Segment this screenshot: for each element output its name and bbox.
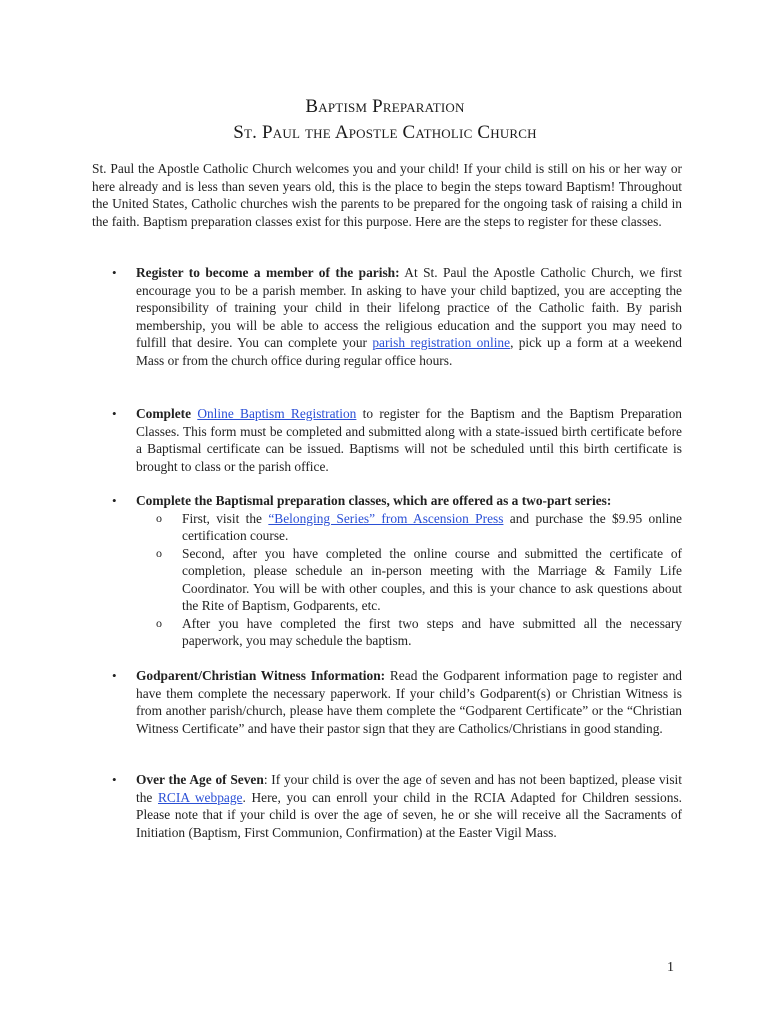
church-name: St. Paul the Apostle Catholic Church [233,122,537,143]
bullet-icon: • [112,493,117,508]
list-item-text [136,667,682,737]
bullet-icon: • [112,406,117,421]
sub-list [136,510,682,650]
sub-bullet-icon: o [156,615,162,630]
list-item-body: Read the Godparent information page to register and have them complete the necessary paperwork. If your child’s Godparent(s) or Christian Witness is from another parish/church, please have them complete the “Godparent Certificate” or the “Christian Witness Certificate” and have their pastor sign that they are Catholics/Christians in good standing. [136,668,682,736]
online-baptism-registration-link[interactable]: Online Baptism Registration [197,406,357,421]
sub-bullet-icon: o [156,510,162,525]
list-item-body: , pick up a form at a weekend Mass or from the church office during regular office hours. [136,335,682,368]
list-item [92,492,682,650]
intro-paragraph: St. Paul the Apostle Catholic Church welcomes you and your child! If your child is still on his or her way or here already and is less than seven years old, this is the place to begin the steps toward Baptism! Throughout the United States, Catholic churches wish the parents to be prepared for the ongoing task of raising a child in the faith. Baptism preparation classes exist for this purpose. Here are the steps to register for these classes. [92,161,682,229]
list-item-text [136,264,682,369]
list-item-text [136,492,682,510]
list-item [92,771,682,841]
rcia-webpage-link[interactable]: RCIA webpage [158,789,243,805]
list-item [92,264,682,369]
list-item-body: At St. Paul the Apostle Catholic Church, we first encourage you to be a parish member. In asking to have your child baptized, you are accepting the responsibility of training your child in their lifelong practice of the Catholic faith. By parish membership, you will be able to access the religious education and the support you may need to fulfill that desire. You can complete your [136,265,683,350]
list-item-lead: Over the Age of Seven [136,772,264,787]
list-item-text [136,771,682,841]
bullet-icon: • [112,265,117,280]
list-item-body: : If your child is over the age of seven and has not been baptized, please visit the [136,772,682,805]
sub-item-body: First, visit the [182,510,269,526]
list-item-lead: Register to become a member of the parish: [136,265,400,280]
page-title: Baptism Preparation [305,96,465,117]
sub-bullet-icon: o [156,545,162,560]
list-item [92,667,682,737]
list-item [92,405,682,475]
list-item-lead: Complete [136,406,192,421]
parish-registration-link[interactable]: parish registration online [372,335,511,350]
bullet-icon: • [112,772,117,787]
list-item-lead: Godparent/Christian Witness Information: [136,668,386,683]
title-block [0,94,770,146]
sub-list-item [136,510,682,545]
belonging-series-link[interactable]: “Belonging Series” from Ascension Press [268,510,504,526]
sub-item-body: and purchase the $9.95 online certification course. [182,510,682,543]
list-item-lead: Complete the Baptismal preparation classes, which are offered as a two-part series: [136,493,612,508]
bullet-icon: • [112,668,117,683]
list-item-body: to register for the Baptism and the Baptism Preparation Classes. This form must be completed and submitted along with a state-issued birth certificate before a Baptismal certificate can be issued. Baptisms will not be scheduled until this birth certificate is brought to class or the parish office. [136,406,682,474]
sub-list-item [136,545,682,615]
sub-item-body: After you have completed the first two steps and have submitted all the necessary paperwork, you may schedule the baptism. [182,615,682,648]
list-item-body: . Here, you can enroll your child in the RCIA Adapted for Children sessions. Please note that if your child is over the age of seven, he or she will receive all the Sacraments of Initiation (Baptism, First Communion, Confirmation) at the Easter Vigil Mass. [136,789,683,840]
sub-item-body: Second, after you have completed the online course and submitted the certificate of completion, please schedule an in-person meeting with the Marriage & Family Life Coordinator. You will be with other couples, and this is your chance to ask questions about the Rite of Baptism, Godparents, etc. [182,545,682,613]
sub-list-item [136,615,682,650]
list-item-text [136,405,682,475]
page-number: 1 [667,960,674,975]
